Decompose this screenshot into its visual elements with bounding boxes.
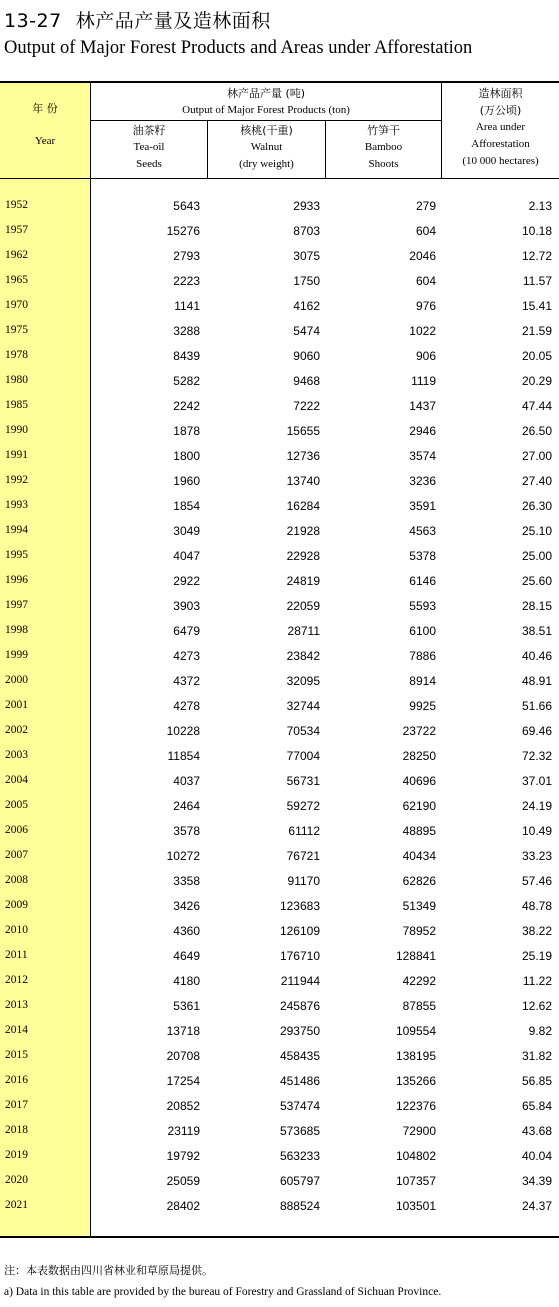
tea-oil-cell: 28402 (166, 1199, 200, 1213)
header-group-cn: 林产品产量 (吨) (226, 87, 306, 100)
table-row (0, 545, 559, 570)
walnut-cell: 32095 (286, 674, 320, 688)
bamboo-cell: 62826 (402, 874, 436, 888)
header-afforestation-en3: (10 000 hectares) (462, 155, 539, 167)
table-row (0, 995, 559, 1020)
header-walnut (208, 122, 325, 173)
bamboo-cell: 7886 (409, 649, 436, 663)
bamboo-cell: 23722 (402, 724, 436, 738)
tea-oil-cell: 2242 (173, 399, 200, 413)
area-cell: 20.29 (521, 374, 552, 388)
area-cell: 38.22 (521, 924, 552, 938)
tea-oil-cell: 3903 (173, 599, 200, 613)
table-row (0, 1070, 559, 1095)
header-bamboo-cn: 竹笋干 (367, 124, 400, 137)
area-cell: 10.49 (521, 824, 552, 838)
header-afforestation-en2: Afforestation (471, 138, 530, 150)
walnut-cell: 32744 (286, 699, 320, 713)
walnut-cell: 77004 (286, 749, 320, 763)
bamboo-cell: 40434 (402, 849, 436, 863)
header-tea-oil-cn: 油茶籽 (132, 124, 166, 137)
tea-oil-cell: 3288 (173, 324, 200, 338)
bamboo-cell: 48895 (402, 824, 436, 838)
year-cell: 1993 (5, 499, 28, 511)
bamboo-cell: 40696 (402, 774, 436, 788)
tea-oil-cell: 10228 (166, 724, 200, 738)
bamboo-cell: 8914 (409, 674, 436, 688)
bamboo-cell: 5593 (409, 599, 436, 613)
bamboo-cell: 4563 (409, 524, 436, 538)
walnut-cell: 211944 (280, 974, 320, 988)
bamboo-cell: 122376 (395, 1099, 436, 1113)
area-cell: 2.13 (528, 199, 552, 213)
table-row (0, 270, 559, 295)
bamboo-cell: 279 (415, 199, 436, 213)
bamboo-cell: 3236 (409, 474, 436, 488)
walnut-cell: 13740 (286, 474, 320, 488)
bamboo-cell: 138195 (395, 1049, 436, 1063)
area-cell: 28.15 (521, 599, 552, 613)
tea-oil-cell: 15276 (166, 224, 200, 238)
area-cell: 51.66 (521, 699, 552, 713)
walnut-cell: 8703 (293, 224, 320, 238)
year-cell: 2004 (5, 774, 28, 786)
area-cell: 34.39 (521, 1174, 552, 1188)
title-cn-text: 林产品产量及造林面积 (75, 10, 271, 32)
tea-oil-cell: 6479 (173, 624, 200, 638)
table-row (0, 1020, 559, 1045)
header-bamboo-en2: Shoots (368, 158, 399, 170)
table-row (0, 870, 559, 895)
walnut-cell: 21928 (286, 524, 320, 538)
table-row (0, 1095, 559, 1120)
table-row (0, 745, 559, 770)
divider-group (90, 120, 441, 121)
year-cell: 1952 (5, 199, 28, 211)
year-cell: 2018 (5, 1124, 28, 1136)
area-cell: 56.85 (521, 1074, 552, 1088)
area-cell: 38.51 (521, 624, 552, 638)
area-cell: 65.84 (521, 1099, 552, 1113)
tea-oil-cell: 4360 (173, 924, 200, 938)
tea-oil-cell: 4649 (173, 949, 200, 963)
table-row (0, 720, 559, 745)
walnut-cell: 76721 (286, 849, 320, 863)
bamboo-cell: 72900 (402, 1124, 436, 1138)
divider-area (441, 83, 442, 179)
year-cell: 1970 (5, 299, 28, 311)
table-row (0, 320, 559, 345)
year-cell: 2008 (5, 874, 28, 886)
bamboo-cell: 976 (415, 299, 436, 313)
tea-oil-cell: 3358 (173, 874, 200, 888)
tea-oil-cell: 4278 (173, 699, 200, 713)
area-cell: 10.18 (521, 224, 552, 238)
header-year-en: Year (34, 135, 56, 147)
walnut-cell: 15655 (286, 424, 320, 438)
year-cell: 1957 (5, 224, 28, 236)
table-row (0, 1045, 559, 1070)
area-cell: 21.59 (521, 324, 552, 338)
year-cell: 2009 (5, 899, 28, 911)
tea-oil-cell: 3426 (173, 899, 200, 913)
tea-oil-cell: 2223 (173, 274, 200, 288)
table-row (0, 1195, 559, 1220)
walnut-cell: 91170 (287, 874, 320, 888)
table-row (0, 595, 559, 620)
note-cn: 注：本表数据由四川省林业和草原局提供。 (4, 1264, 213, 1277)
tea-oil-cell: 3049 (173, 524, 200, 538)
header-tea-oil-en2: Seeds (136, 158, 162, 170)
year-cell: 1996 (5, 574, 28, 586)
area-cell: 31.82 (521, 1049, 552, 1063)
bamboo-cell: 109554 (395, 1024, 436, 1038)
tea-oil-cell: 4047 (173, 549, 200, 563)
walnut-cell: 1750 (293, 274, 320, 288)
table-row (0, 970, 559, 995)
walnut-cell: 16284 (286, 499, 320, 513)
area-cell: 40.04 (521, 1149, 552, 1163)
table-row (0, 520, 559, 545)
year-cell: 2002 (5, 724, 28, 736)
tea-oil-cell: 11854 (167, 749, 200, 763)
bamboo-cell: 5378 (409, 549, 436, 563)
area-cell: 27.00 (521, 449, 552, 463)
tea-oil-cell: 17254 (166, 1074, 200, 1088)
year-cell: 1992 (5, 474, 28, 486)
header-tea-oil-en1: Tea-oil (133, 141, 165, 153)
table-row (0, 420, 559, 445)
table-bottom-rule (0, 1236, 559, 1238)
area-cell: 40.46 (521, 649, 552, 663)
year-cell: 2005 (5, 799, 28, 811)
area-cell: 25.10 (521, 524, 552, 538)
bamboo-cell: 6100 (409, 624, 436, 638)
year-cell: 1995 (5, 549, 28, 561)
walnut-cell: 9468 (293, 374, 320, 388)
table-row (0, 445, 559, 470)
year-cell: 2011 (5, 949, 28, 961)
year-cell: 2010 (5, 924, 28, 936)
area-cell: 48.91 (521, 674, 552, 688)
tea-oil-cell: 1878 (173, 424, 200, 438)
area-cell: 11.57 (522, 274, 552, 288)
year-cell: 1965 (5, 274, 28, 286)
area-cell: 47.44 (521, 399, 552, 413)
area-cell: 72.32 (521, 749, 552, 763)
table-row (0, 895, 559, 920)
tea-oil-cell: 3578 (173, 824, 200, 838)
area-cell: 27.40 (521, 474, 552, 488)
walnut-cell: 7222 (293, 399, 320, 413)
tea-oil-cell: 2793 (173, 249, 200, 263)
tea-oil-cell: 1141 (174, 299, 200, 313)
tea-oil-cell: 4372 (173, 674, 200, 688)
tea-oil-cell: 1960 (173, 474, 200, 488)
year-cell: 2012 (5, 974, 28, 986)
tea-oil-cell: 13718 (166, 1024, 200, 1038)
header-group (91, 85, 441, 119)
tea-oil-cell: 20852 (166, 1099, 200, 1113)
header-tea-oil (91, 122, 207, 173)
walnut-cell: 22928 (286, 549, 320, 563)
year-cell: 1998 (5, 624, 28, 636)
header-afforestation (442, 85, 559, 170)
walnut-cell: 23842 (286, 649, 320, 663)
table-row (0, 670, 559, 695)
walnut-cell: 3075 (293, 249, 320, 263)
area-cell: 57.46 (521, 874, 552, 888)
note-en: a) Data in this table are provided by the bureau of Forestry and Grassland of Sichuan Province. (4, 1286, 442, 1298)
area-cell: 25.60 (521, 574, 552, 588)
year-cell: 1975 (5, 324, 28, 336)
year-cell: 2014 (5, 1024, 28, 1036)
bamboo-cell: 604 (415, 274, 436, 288)
header-walnut-en1: Walnut (250, 141, 283, 153)
year-cell: 2001 (5, 699, 28, 711)
table-row (0, 245, 559, 270)
area-cell: 48.78 (521, 899, 552, 913)
walnut-cell: 245876 (279, 999, 320, 1013)
year-cell: 1985 (5, 399, 28, 411)
walnut-cell: 605797 (279, 1174, 320, 1188)
tea-oil-cell: 5282 (173, 374, 200, 388)
walnut-cell: 9060 (293, 349, 320, 363)
walnut-cell: 176710 (279, 949, 320, 963)
area-cell: 69.46 (521, 724, 552, 738)
table-row (0, 695, 559, 720)
bamboo-cell: 78952 (402, 924, 436, 938)
walnut-cell: 537474 (279, 1099, 320, 1113)
bamboo-cell: 1022 (409, 324, 436, 338)
tea-oil-cell: 1854 (173, 499, 200, 513)
area-cell: 9.82 (528, 1024, 552, 1038)
year-cell: 1962 (5, 249, 28, 261)
page-title-cn (4, 6, 271, 33)
year-cell: 2000 (5, 674, 28, 686)
tea-oil-cell: 10272 (166, 849, 200, 863)
walnut-cell: 2933 (293, 199, 320, 213)
table-row (0, 395, 559, 420)
bamboo-cell: 62190 (402, 799, 436, 813)
table-row (0, 570, 559, 595)
bamboo-cell: 51349 (402, 899, 436, 913)
header-bottom-rule (0, 178, 559, 179)
header-year-cn: 年 份 (32, 102, 58, 115)
bamboo-cell: 87855 (402, 999, 436, 1013)
year-cell: 2016 (5, 1074, 28, 1086)
table-row (0, 620, 559, 645)
header-afforestation-cn2: (万公顷) (479, 104, 522, 117)
year-cell: 2020 (5, 1174, 28, 1186)
year-cell: 2006 (5, 824, 28, 836)
page-title-en: Output of Major Forest Products and Areas under Afforestation (4, 38, 473, 58)
tea-oil-cell: 19792 (166, 1149, 200, 1163)
walnut-cell: 126109 (279, 924, 320, 938)
walnut-cell: 4162 (293, 299, 320, 313)
walnut-cell: 573685 (279, 1124, 320, 1138)
bamboo-cell: 1119 (411, 374, 436, 388)
area-cell: 12.72 (521, 249, 552, 263)
year-cell: 1978 (5, 349, 28, 361)
bamboo-cell: 604 (415, 224, 436, 238)
walnut-cell: 12736 (286, 449, 320, 463)
tea-oil-cell: 4273 (173, 649, 200, 663)
table-row (0, 195, 559, 220)
tea-oil-cell: 25059 (166, 1174, 200, 1188)
header-bamboo (326, 122, 441, 173)
year-cell: 2019 (5, 1149, 28, 1161)
table-row (0, 345, 559, 370)
bamboo-cell: 2946 (409, 424, 436, 438)
area-cell: 11.22 (522, 974, 552, 988)
tea-oil-cell: 2464 (173, 799, 200, 813)
header-year (0, 100, 90, 150)
area-cell: 25.19 (521, 949, 552, 963)
table-row (0, 470, 559, 495)
walnut-cell: 59272 (286, 799, 320, 813)
table-row (0, 920, 559, 945)
table-row (0, 1120, 559, 1145)
year-cell: 1991 (5, 449, 28, 461)
walnut-cell: 24819 (286, 574, 320, 588)
year-cell: 2015 (5, 1049, 28, 1061)
walnut-cell: 563233 (279, 1149, 320, 1163)
table-row (0, 370, 559, 395)
header-afforestation-en1: Area under (475, 121, 526, 133)
bamboo-cell: 28250 (402, 749, 436, 763)
tea-oil-cell: 2922 (173, 574, 200, 588)
table-row (0, 645, 559, 670)
area-cell: 26.30 (521, 499, 552, 513)
header-walnut-en2: (dry weight) (239, 158, 294, 170)
table-row (0, 495, 559, 520)
area-cell: 24.19 (521, 799, 552, 813)
table-row (0, 845, 559, 870)
tea-oil-cell: 5361 (173, 999, 200, 1013)
table-row (0, 1145, 559, 1170)
divider-bamboo (325, 121, 326, 179)
walnut-cell: 61112 (288, 824, 320, 838)
bamboo-cell: 1437 (409, 399, 436, 413)
walnut-cell: 458435 (279, 1049, 320, 1063)
year-cell: 2007 (5, 849, 28, 861)
area-cell: 15.41 (521, 299, 552, 313)
header-walnut-cn: 核桃(干重) (240, 124, 293, 137)
year-cell: 1999 (5, 649, 28, 661)
bamboo-cell: 107357 (395, 1174, 436, 1188)
header-afforestation-cn1: 造林面积 (478, 87, 523, 100)
year-cell: 1980 (5, 374, 28, 386)
header-bamboo-en1: Bamboo (364, 141, 403, 153)
table-row (0, 220, 559, 245)
bamboo-cell: 9925 (409, 699, 436, 713)
year-cell: 1994 (5, 524, 28, 536)
walnut-cell: 22059 (286, 599, 320, 613)
table-row (0, 770, 559, 795)
bamboo-cell: 104802 (395, 1149, 436, 1163)
bamboo-cell: 3591 (409, 499, 436, 513)
walnut-cell: 451486 (279, 1074, 320, 1088)
year-cell: 2003 (5, 749, 28, 761)
table-row (0, 1170, 559, 1195)
tea-oil-cell: 4037 (173, 774, 200, 788)
tea-oil-cell: 8439 (173, 349, 200, 363)
bamboo-cell: 128841 (395, 949, 436, 963)
bamboo-cell: 2046 (409, 249, 436, 263)
tea-oil-cell: 23119 (167, 1124, 200, 1138)
table-top-rule (0, 81, 559, 83)
bamboo-cell: 906 (415, 349, 436, 363)
year-cell: 1990 (5, 424, 28, 436)
bamboo-cell: 42292 (402, 974, 436, 988)
area-cell: 26.50 (521, 424, 552, 438)
tea-oil-cell: 20708 (166, 1049, 200, 1063)
walnut-cell: 293750 (279, 1024, 320, 1038)
area-cell: 12.62 (521, 999, 552, 1013)
divider-walnut (207, 121, 208, 179)
tea-oil-cell: 1800 (173, 449, 200, 463)
tea-oil-cell: 4180 (173, 974, 200, 988)
area-cell: 24.37 (521, 1199, 552, 1213)
area-cell: 25.00 (521, 549, 552, 563)
year-cell: 2021 (5, 1199, 28, 1211)
bamboo-cell: 135266 (395, 1074, 436, 1088)
year-cell: 1997 (5, 599, 28, 611)
bamboo-cell: 3574 (409, 449, 436, 463)
table-row (0, 945, 559, 970)
table-number: 13-27 (4, 10, 62, 32)
walnut-cell: 56731 (286, 774, 320, 788)
table-row (0, 795, 559, 820)
year-cell: 2013 (5, 999, 28, 1011)
year-cell: 2017 (5, 1099, 28, 1111)
tea-oil-cell: 5643 (173, 199, 200, 213)
header-group-en: Output of Major Forest Products (ton) (182, 104, 350, 116)
walnut-cell: 70534 (286, 724, 320, 738)
walnut-cell: 28711 (287, 624, 320, 638)
area-cell: 33.23 (521, 849, 552, 863)
bamboo-cell: 103501 (395, 1199, 436, 1213)
table-row (0, 820, 559, 845)
walnut-cell: 123683 (279, 899, 320, 913)
table-row (0, 295, 559, 320)
area-cell: 37.01 (521, 774, 552, 788)
walnut-cell: 888524 (279, 1199, 320, 1213)
area-cell: 43.68 (521, 1124, 552, 1138)
walnut-cell: 5474 (293, 324, 320, 338)
bamboo-cell: 6146 (409, 574, 436, 588)
area-cell: 20.05 (521, 349, 552, 363)
